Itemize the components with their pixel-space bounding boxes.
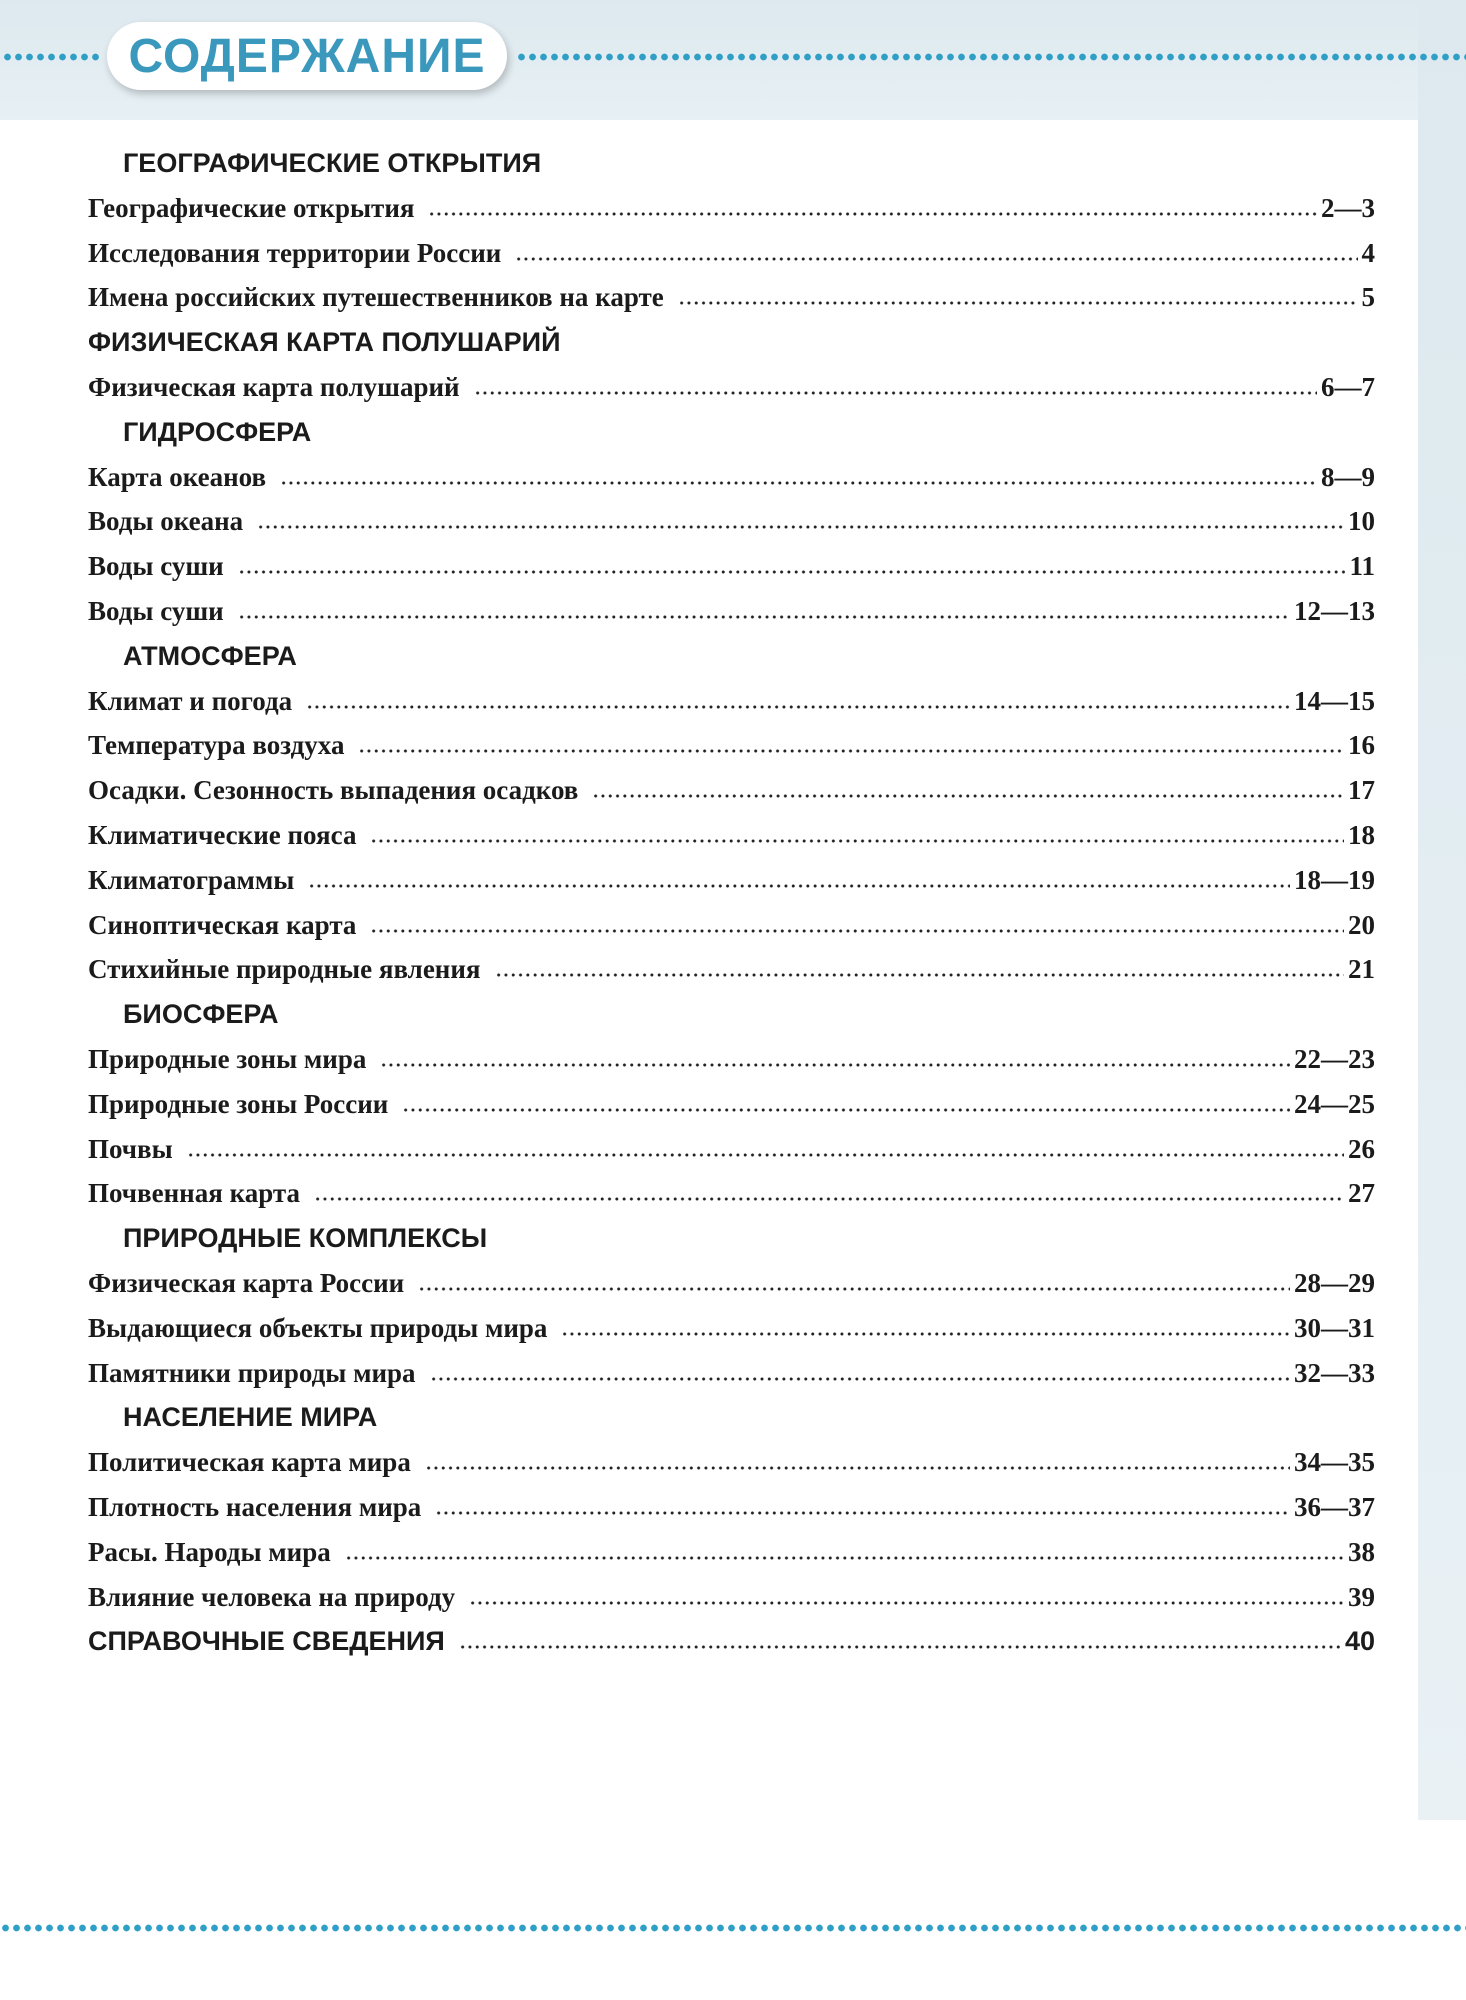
section-label: ГИДРОСФЕРА [123,416,312,447]
entry-label: Физическая карта России [88,1267,405,1298]
section-label: БИОСФЕРА [123,999,279,1030]
toc-section-heading [88,641,1375,686]
dot-leader [425,1466,1290,1470]
toc-entry [88,1134,1375,1179]
toc-entry [88,1537,1375,1582]
dot-leader [257,525,1344,529]
dot-leader [280,481,1317,485]
entry-label: Почвенная карта [88,1178,300,1209]
toc-entry [88,775,1375,820]
entry-page-number: 28—29 [1294,1267,1375,1298]
entry-label: Карта океанов [88,461,267,492]
entry-label: Воды океана [88,506,244,537]
toc-entry [88,372,1375,417]
toc-entry [88,1089,1375,1134]
entry-page-number: 39 [1348,1581,1375,1612]
entry-page-number: 6—7 [1321,371,1375,402]
dot-leader [459,1645,1341,1649]
dot-leader [380,1063,1290,1067]
entry-label: Климатические пояса [88,819,357,850]
right-margin-band [1418,0,1466,1820]
entry-page-number: 20 [1348,909,1375,940]
dot-leader [314,1197,1344,1201]
entry-page-number: 27 [1348,1178,1375,1209]
footer-dots [0,1922,1466,1934]
entry-page-number: 18 [1348,819,1375,850]
toc-entry [88,1358,1375,1403]
entry-label: Плотность населения мира [88,1491,422,1522]
toc-entry [88,462,1375,507]
entry-page-number: 2—3 [1321,192,1375,223]
entry-label: Стихийные природные явления [88,954,481,985]
entry-page-number: 21 [1348,954,1375,985]
dot-leader [402,1108,1290,1112]
dot-leader [238,570,1346,574]
dot-leader [435,1511,1290,1515]
toc-entry [88,193,1375,238]
toc-entry [88,1178,1375,1223]
dot-leader [306,705,1290,709]
entry-label: Географические открытия [88,192,415,223]
toc-section-heading [88,1223,1375,1268]
toc-section-heading [88,999,1375,1044]
entry-page-number: 10 [1348,506,1375,537]
toc-entry [88,282,1375,327]
toc-entry [88,686,1375,731]
entry-label: Воды суши [88,595,224,626]
dot-leader [495,973,1344,977]
table-of-contents [88,148,1375,1671]
toc-entry [88,1268,1375,1313]
entry-label: Природные зоны мира [88,1043,367,1074]
entry-page-number: 32—33 [1294,1357,1375,1388]
dot-leader [345,1556,1344,1560]
dot-leader [474,391,1317,395]
entry-label: Воды суши [88,551,224,582]
page-title: СОДЕРЖАНИЕ [128,29,486,83]
toc-entry [88,865,1375,910]
toc-entry [88,910,1375,955]
entry-label: Почвы [88,1133,173,1164]
entry-page-number: 8—9 [1321,461,1375,492]
toc-entry [88,1582,1375,1627]
toc-section-heading [88,1402,1375,1447]
header-dots-left [2,51,100,63]
toc-entry [88,954,1375,999]
entry-page-number: 22—23 [1294,1043,1375,1074]
entry-page-number: 12—13 [1294,595,1375,626]
section-label: НАСЕЛЕНИЕ МИРА [123,1402,378,1433]
entry-label: Имена российских путешественников на карте [88,282,664,313]
entry-page-number: 18—19 [1294,864,1375,895]
entry-page-number: 16 [1348,730,1375,761]
dot-leader [187,1153,1344,1157]
entry-label: Памятники природы мира [88,1357,416,1388]
dot-leader [238,615,1290,619]
dot-leader [428,212,1317,216]
dot-leader [515,257,1357,261]
dot-leader [469,1601,1344,1605]
dot-leader [430,1377,1290,1381]
entry-page-number: 36—37 [1294,1491,1375,1522]
toc-entry [88,596,1375,641]
title-pill [107,22,507,90]
entry-label: Расы. Народы мира [88,1536,331,1567]
entry-page-number: 40 [1344,1626,1375,1657]
entry-page-number: 30—31 [1294,1312,1375,1343]
toc-entry [88,1626,1375,1671]
entry-page-number: 5 [1361,282,1375,313]
section-label: ГЕОГРАФИЧЕСКИЕ ОТКРЫТИЯ [123,148,542,178]
dot-leader [561,1332,1290,1336]
entry-page-number: 14—15 [1294,685,1375,716]
entry-page-number: 24—25 [1294,1088,1375,1119]
toc-entry [88,506,1375,551]
entry-label: Климатограммы [88,864,295,895]
toc-entry [88,1044,1375,1089]
entry-label: Физическая карта полушарий [88,371,460,402]
toc-section-heading [88,327,1375,372]
section-label: ПРИРОДНЫЕ КОМПЛЕКСЫ [123,1223,488,1254]
section-label: АТМОСФЕРА [123,640,297,671]
toc-entry [88,551,1375,596]
entry-label: Выдающиеся объекты природы мира [88,1312,548,1343]
dot-leader [358,749,1344,753]
toc-entry [88,730,1375,775]
toc-entry [88,1447,1375,1492]
dot-leader [418,1287,1290,1291]
toc-entry [88,1313,1375,1358]
entry-label: Осадки. Сезонность выпадения осадков [88,775,579,806]
dot-leader [370,929,1344,933]
section-label: ФИЗИЧЕСКАЯ КАРТА ПОЛУШАРИЙ [88,327,561,358]
entry-label: Природные зоны России [88,1088,389,1119]
entry-label: Климат и погода [88,685,293,716]
entry-page-number: 34—35 [1294,1447,1375,1478]
entry-label: Исследования территории России [88,237,502,268]
entry-label: Температура воздуха [88,730,345,761]
entry-page-number: 4 [1361,237,1375,268]
dot-leader [678,301,1358,305]
toc-entry [88,1492,1375,1537]
toc-section-heading [88,417,1375,462]
toc-entry [88,238,1375,283]
dot-leader [308,884,1290,888]
entry-page-number: 26 [1348,1133,1375,1164]
entry-page-number: 17 [1348,775,1375,806]
entry-page-number: 38 [1348,1536,1375,1567]
entry-label: Влияние человека на природу [88,1581,456,1612]
entry-label: Политическая карта мира [88,1447,411,1478]
entry-page-number: 11 [1349,551,1375,582]
dot-leader [592,794,1344,798]
entry-label: Синоптическая карта [88,909,357,940]
entry-label: СПРАВОЧНЫЕ СВЕДЕНИЯ [88,1626,445,1657]
toc-section-heading [88,148,1375,193]
header-dots-right [516,51,1466,63]
dot-leader [370,839,1344,843]
toc-entry [88,820,1375,865]
